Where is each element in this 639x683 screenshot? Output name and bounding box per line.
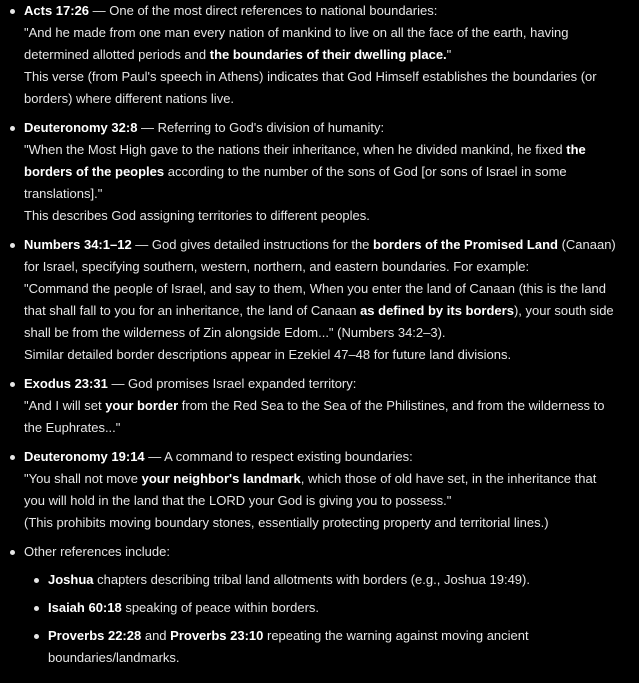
- sub-list-item: Proverbs 22:28 and Proverbs 23:10 repeating the warning against moving ancient boundaries/landmarks.: [24, 625, 625, 669]
- note-text: (This prohibits moving boundary stones, essentially protecting property and territorial lines.): [24, 515, 549, 530]
- sub-list-item: Isaiah 60:18 speaking of peace within borders.: [24, 597, 625, 625]
- list-item: Exodus 23:31 — God promises Israel expanded territory: "And I will set your border from the Red Sea to the Sea of the Philistines, and from the wilderness to the Euphrates...": [6, 373, 625, 446]
- verse-reference: Acts 17:26: [24, 3, 90, 18]
- verse-reference: Proverbs 23:10: [170, 628, 264, 643]
- verse-reference: Joshua: [48, 572, 94, 587]
- other-references-list: [24, 569, 625, 669]
- note-text: This verse (from Paul's speech in Athens) indicates that God Himself establishes the boundaries (or: [24, 69, 597, 84]
- sub-list-item: Joshua chapters describing tribal land allotments with borders (e.g., Joshua 19:49).: [24, 569, 625, 597]
- list-item: Deuteronomy 32:8 — Referring to God's division of humanity: "When the Most High gave to the nations their inheritance, when he divided mankind, he fixed the borders of the peoples according to the number of the sons of God [or sons of Israel in some translations]." This describes God assigning territories to different peoples.: [6, 117, 625, 234]
- other-references-label: Other references include:: [24, 544, 170, 559]
- verse-reference: Numbers 34:1–12: [24, 237, 132, 252]
- note-text: Similar detailed border descriptions appear in Ezekiel 47–48 for future land divisions.: [24, 347, 512, 362]
- verse-reference: Exodus 23:31: [24, 376, 108, 391]
- verse-reference: Proverbs 22:28: [48, 628, 142, 643]
- verse-reference: Isaiah 60:18: [48, 600, 122, 615]
- list-item: Acts 17:26 — One of the most direct references to national boundaries: "And he made from one man every nation of mankind to live on all the face of the earth, having determined allotted periods and the boundaries of their dwelling place." This verse (from Paul's speech in Athens) indicates that God Himself establishes the boundaries (or borders) where different nations live.: [6, 0, 625, 117]
- list-item: Deuteronomy 19:14 — A command to respect existing boundaries: "You shall not move your neighbor's landmark, which those of old have set, in the inheritance that you will hold in the land that the LORD your God is giving you to possess." (This prohibits moving boundary stones, essentially protecting property and territorial lines.): [6, 446, 625, 541]
- verse-reference: Deuteronomy 32:8: [24, 120, 138, 135]
- list-item: Numbers 34:1–12 — God gives detailed instructions for the borders of the Promised Land (Canaan) for Israel, specifying southern, western, northern, and eastern boundaries. For example: "Command the people of Israel, and say to them, When you enter the land of Canaan (this is the land that shall fall to you for an inheritance, the land of Canaan as defined by its borders), your south side shall be from the wilderness of Zin alongside Edom..." (Numbers 34:2–3). Similar detailed border descriptions appear in Ezekiel 47–48 for future land divisions.: [6, 234, 625, 373]
- references-list: [6, 0, 625, 669]
- note-text: This describes God assigning territories to different peoples.: [24, 208, 370, 223]
- list-item: [6, 541, 625, 669]
- quote-text: "And he made from one man every nation of mankind to live on all the face of the earth, having: [24, 25, 569, 40]
- verse-reference: Deuteronomy 19:14: [24, 449, 145, 464]
